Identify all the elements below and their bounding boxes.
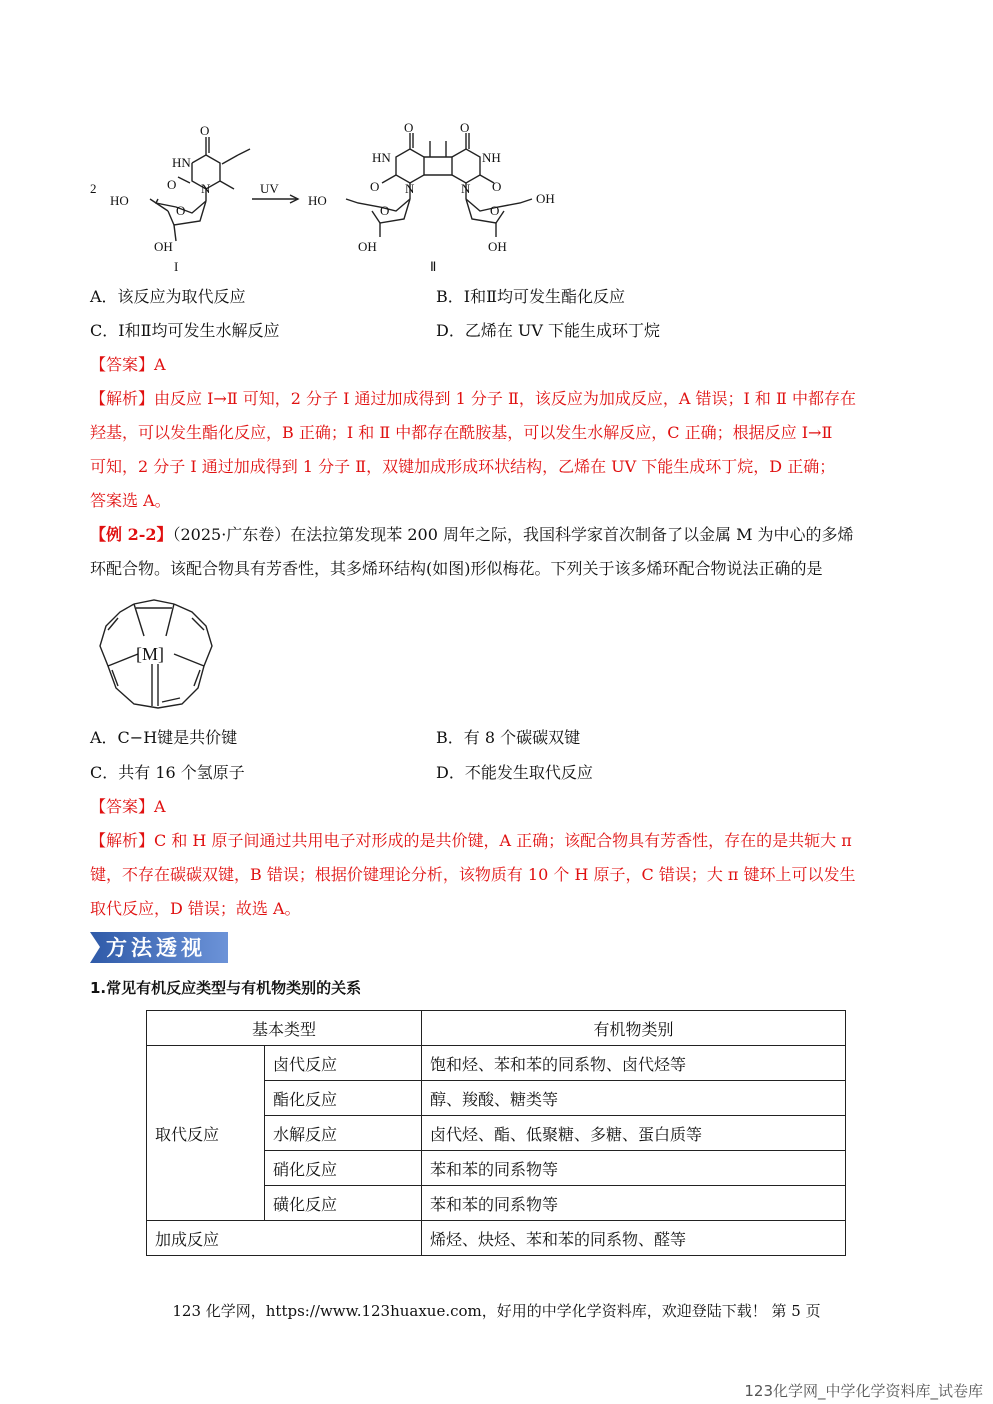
analysis-text: C 和 H 原子间通过共用电子对形成的是共价键，A 正确；该配合物具有芳香性，存在的是共轭大 π <box>154 831 852 850</box>
category-cell: 卤代烃、酯、低聚糖、多糖、蛋白质等 <box>422 1116 846 1151</box>
q2-analysis-line: 取代反应，D 错误；故选 A。 <box>90 899 301 918</box>
category-cell: 醇、羧酸、糖类等 <box>422 1081 846 1116</box>
banner-notch <box>90 932 100 963</box>
analysis-tag: 【解析】 <box>90 831 155 850</box>
atom-ho: HO <box>110 193 129 208</box>
label-molecule-1: I <box>174 259 179 274</box>
metal-label: [M] <box>136 644 164 664</box>
header-cell: 有机物类别 <box>422 1011 846 1046</box>
example-tag: 【例 2-2】 <box>90 525 173 544</box>
polyene-ring-structure <box>88 592 220 716</box>
q2-analysis-line: 键，不存在碳碳双键，B 错误；根据价键理论分析，该物质有 10 个 H 原子，C 错误；大 π 键环上可以发生 <box>90 865 856 884</box>
q1-option-a: A．该反应为取代反应 <box>90 287 246 306</box>
atom-o: O <box>404 120 414 135</box>
section-banner: 方法透视 <box>90 932 228 963</box>
q2-answer <box>90 797 910 817</box>
atom-hn: HN <box>372 150 391 165</box>
label-molecule-2: Ⅱ <box>430 259 437 274</box>
table-row <box>147 1046 846 1081</box>
q1-answer <box>90 355 910 375</box>
section-heading: 1.常见有机反应类型与有机物类别的关系 <box>90 979 362 997</box>
q2-analysis-line <box>90 831 910 851</box>
answer-value: A <box>154 797 166 816</box>
q2-option-a: A．C−H键是共价键 <box>90 728 238 747</box>
atom-o: O <box>200 123 210 138</box>
reaction-type-table <box>146 1010 846 1256</box>
watermark: 123化学网_中学化学资料库_试卷库 <box>744 1382 983 1400</box>
type-cell: 磺化反应 <box>265 1186 422 1221</box>
q1-analysis-line: 可知，2 分子 Ⅰ 通过加成得到 1 分子 Ⅱ，双键加成形成环状结构，乙烯在 UV 下能生成环丁烷，D 正确； <box>90 457 836 476</box>
header-cell: 基本类型 <box>147 1011 422 1046</box>
answer-value: A <box>154 355 166 374</box>
atom-n: N <box>201 181 211 196</box>
type-cell: 酯化反应 <box>265 1081 422 1116</box>
q2-option-d: D．不能发生取代反应 <box>436 763 593 782</box>
atom-o: O <box>167 177 177 192</box>
atom-oh: OH <box>536 191 555 206</box>
atom-ho: HO <box>308 193 327 208</box>
type-cell: 硝化反应 <box>265 1151 422 1186</box>
q1-analysis-line: 羟基，可以发生酯化反应，B 正确；Ⅰ 和 Ⅱ 中都存在酰胺基，可以发生水解反应，C 正确；根据反应 Ⅰ→Ⅱ <box>90 423 833 442</box>
atom-oh: OH <box>488 239 507 254</box>
coefficient-2: 2 <box>90 181 97 196</box>
analysis-tag: 【解析】 <box>90 389 155 408</box>
answer-tag: 【答案】 <box>90 797 155 816</box>
example-line-1: （2025·广东卷）在法拉第发现苯 200 周年之际，我国科学家首次制备了以金属 M 为中心的多烯 <box>172 525 854 544</box>
atom-oh: OH <box>358 239 377 254</box>
table-row <box>147 1221 846 1256</box>
atom-o: O <box>492 179 502 194</box>
reaction-scheme <box>80 115 600 280</box>
q1-analysis-line: 答案选 A。 <box>90 491 171 510</box>
table-header-row <box>147 1011 846 1046</box>
example-title <box>90 525 910 545</box>
q1-option-b: B．Ⅰ和Ⅱ均可发生酯化反应 <box>436 287 625 306</box>
atom-o-ring: O <box>176 203 186 218</box>
type-cell: 水解反应 <box>265 1116 422 1151</box>
page-footer: 123 化学网，https://www.123huaxue.com，好用的中学化学资料库，欢迎登陆下载！ 第 5 页 <box>172 1302 821 1320</box>
q1-option-c: C．Ⅰ和Ⅱ均可发生水解反应 <box>90 321 280 340</box>
answer-tag: 【答案】 <box>90 355 155 374</box>
arrow-label-uv: UV <box>260 181 279 196</box>
type-cell: 卤代反应 <box>265 1046 422 1081</box>
category-cell: 饱和烃、苯和苯的同系物、卤代烃等 <box>422 1046 846 1081</box>
q2-option-c: C．共有 16 个氢原子 <box>90 763 245 782</box>
q1-analysis-line <box>90 389 910 409</box>
analysis-text: 由反应 Ⅰ→Ⅱ 可知，2 分子 Ⅰ 通过加成得到 1 分子 Ⅱ，该反应为加成反应，A 错误；Ⅰ 和 Ⅱ 中都存在 <box>154 389 856 408</box>
category-cell: 苯和苯的同系物等 <box>422 1151 846 1186</box>
atom-nh: NH <box>482 150 501 165</box>
q1-option-d: D．乙烯在 UV 下能生成环丁烷 <box>436 321 661 340</box>
q2-option-b: B．有 8 个碳碳双键 <box>436 728 581 747</box>
category-cell: 烯烃、炔烃、苯和苯的同系物、醛等 <box>422 1221 846 1256</box>
atom-hn: HN <box>172 155 191 170</box>
category-cell: 苯和苯的同系物等 <box>422 1186 846 1221</box>
atom-oh: OH <box>154 239 173 254</box>
atom-o: O <box>370 179 380 194</box>
group-label-cell: 取代反应 <box>147 1046 265 1221</box>
example-line-2: 环配合物。该配合物具有芳香性，其多烯环结构(如图)形似梅花。下列关于该多烯环配合物说法正确的是 <box>90 559 823 578</box>
type-cell: 加成反应 <box>147 1221 422 1256</box>
atom-o-ring: O <box>380 203 390 218</box>
atom-o: O <box>460 120 470 135</box>
atom-n: N <box>405 181 415 196</box>
atom-o-ring: O <box>490 203 500 218</box>
atom-n: N <box>461 181 471 196</box>
